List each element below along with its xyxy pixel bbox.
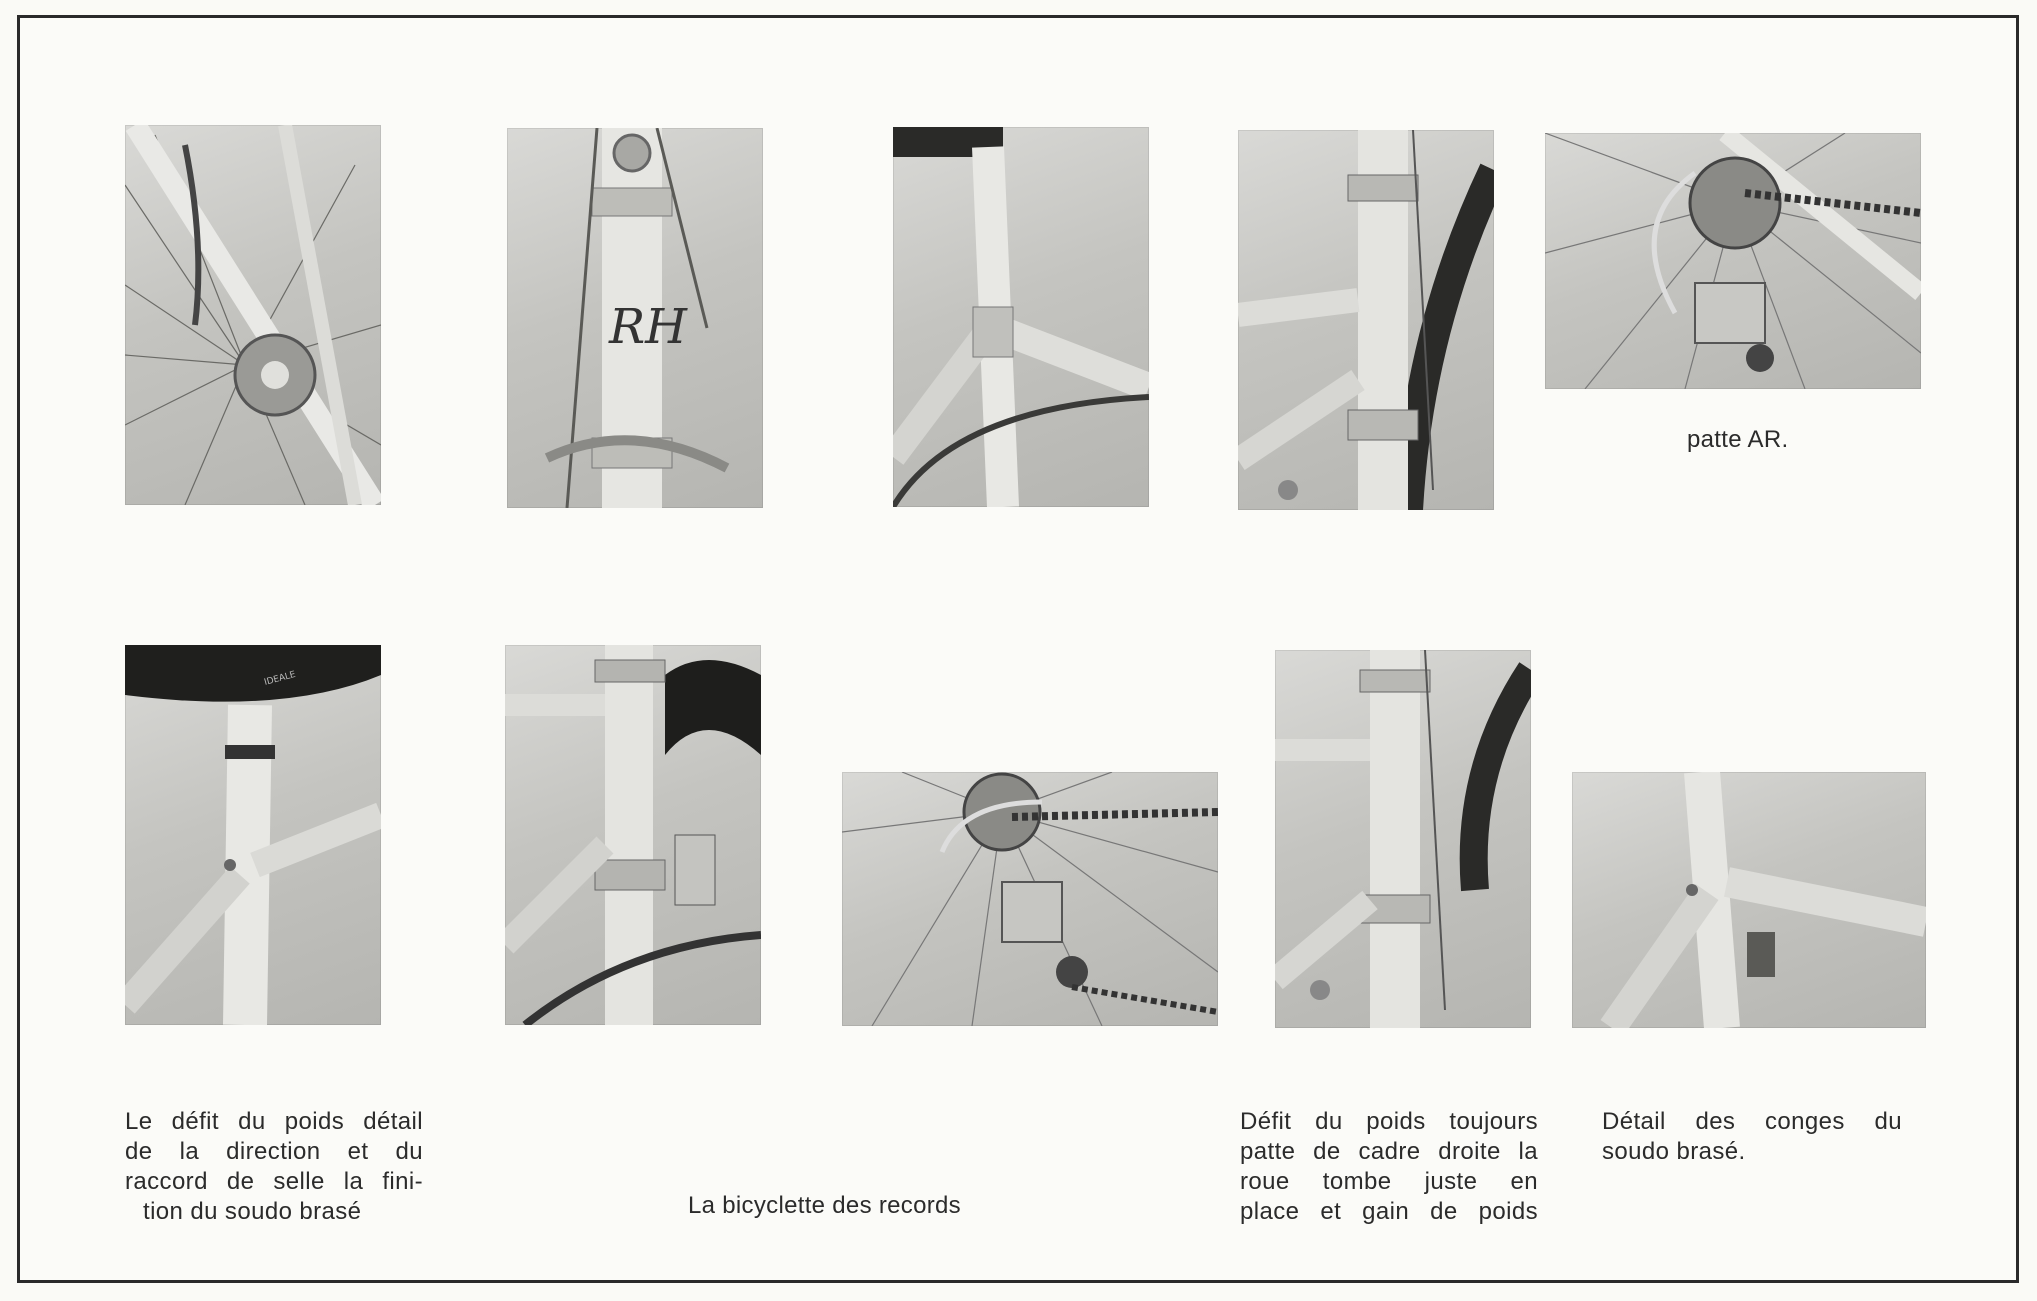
photo-seat-lug-fillet (1572, 772, 1926, 1028)
photo-head-tube-logo (507, 128, 763, 508)
caption-detail-conges (1602, 1107, 1902, 1167)
caption-line: patte de cadre droite la (1240, 1138, 1538, 1165)
caption-line: place et gain de poids (1240, 1198, 1538, 1225)
caption-line: tion du soudo brasé (143, 1198, 362, 1225)
caption-line: soudo brasé. (1602, 1138, 1746, 1165)
caption-line: roue tombe juste en (1240, 1168, 1538, 1195)
svg-text:RH: RH (609, 299, 687, 355)
photo-front-hub (125, 125, 381, 505)
photo-head-tube-lugs (1238, 130, 1494, 510)
photo-rear-derailleur-chain (842, 772, 1218, 1026)
caption-line: Défit du poids toujours (1240, 1108, 1538, 1135)
svg-text:IDEALE: IDEALE (263, 669, 297, 688)
caption-line: Détail des conges du (1602, 1108, 1902, 1135)
caption-defi-toujours (1240, 1107, 1538, 1227)
caption-bicyclette: La bicyclette des records (688, 1192, 961, 1219)
caption-line: de la direction et du (125, 1138, 423, 1165)
photo-head-tube-lugs-2 (1275, 650, 1531, 1028)
caption-line: raccord de selle la fini- (125, 1168, 423, 1195)
caption-line: Le défit du poids détail (125, 1108, 423, 1135)
caption-patte-ar: patte AR. (1687, 426, 1789, 453)
photo-rear-derailleur (1545, 133, 1921, 389)
photo-seat-post (893, 127, 1149, 507)
caption-defi-poids (125, 1107, 423, 1227)
photo-saddle-seat-lug (125, 645, 381, 1025)
photo-head-tube-brake (505, 645, 761, 1025)
